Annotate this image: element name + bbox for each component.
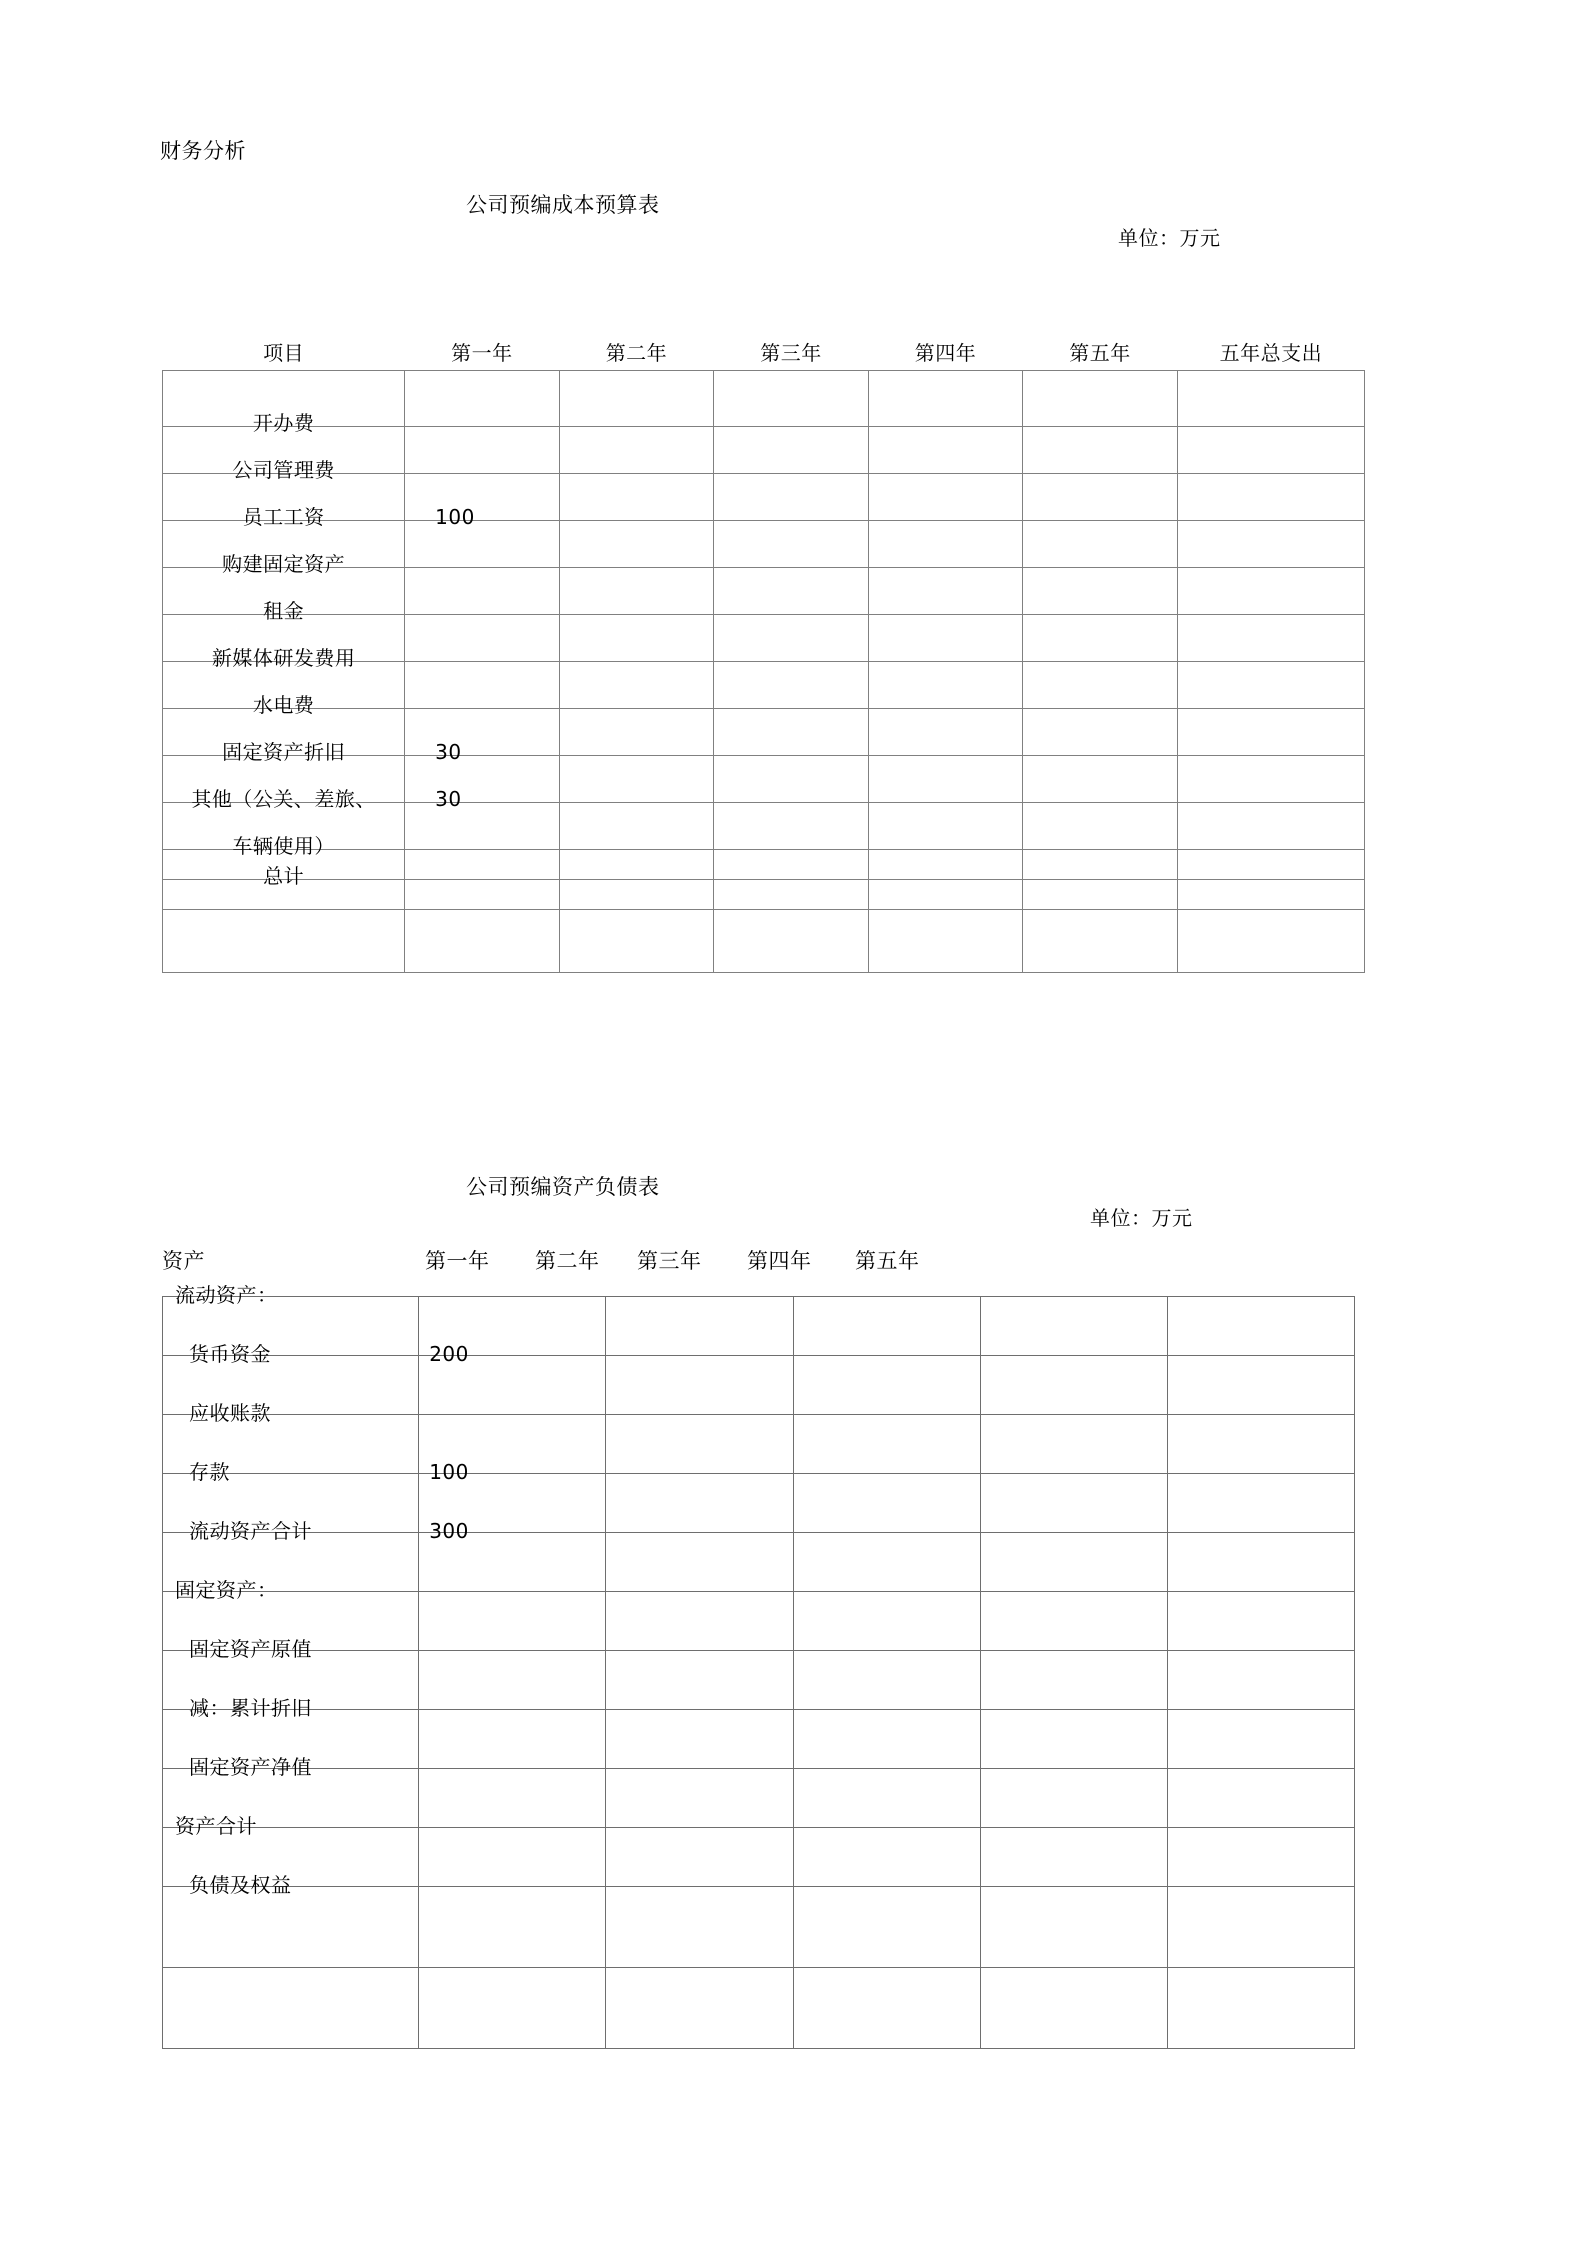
data-cell[interactable] [980,1474,1167,1533]
data-cell[interactable] [980,1415,1167,1474]
data-cell[interactable] [1177,803,1364,850]
data-cell[interactable] [405,910,560,973]
data-cell[interactable] [1023,756,1178,803]
data-cell[interactable] [559,474,714,521]
data-cell[interactable] [793,1710,980,1769]
data-cell[interactable] [1023,615,1178,662]
row-label: 水电费 [252,693,315,717]
row-label: 其他（公关、差旅、 [191,787,376,811]
data-cell[interactable] [606,1887,793,1968]
table-row [163,880,1365,910]
column-header-label: 第五年 [855,1249,920,1273]
data-cell[interactable] [980,1769,1167,1828]
data-cell[interactable] [793,1356,980,1415]
data-cell[interactable] [714,756,869,803]
column-header-label: 第三年 [637,1249,702,1273]
row-label: 租金 [263,599,305,623]
data-cell[interactable] [714,662,869,709]
data-cell[interactable] [1023,910,1178,973]
data-cell[interactable] [714,803,869,850]
data-cell[interactable] [868,850,1023,880]
data-cell[interactable] [405,615,560,662]
data-cell[interactable] [559,521,714,568]
row-label: 车辆使用） [232,834,335,858]
column-header-cell [1023,341,1178,427]
data-cell[interactable] [1177,615,1364,662]
data-cell[interactable] [1023,568,1178,615]
row-label: 新媒体研发费用 [211,646,356,670]
data-cell[interactable] [405,427,560,474]
data-cell[interactable] [793,1415,980,1474]
data-cell[interactable] [606,1297,793,1356]
data-cell[interactable] [714,910,869,973]
data-cell[interactable] [793,1828,980,1887]
column-header-label: 项目 [263,341,305,365]
column-header-cell [714,341,869,427]
balance-table-unit-label: 单位：万元 [1090,1206,1193,1230]
data-cell[interactable] [1167,1533,1354,1592]
data-cell[interactable] [1023,427,1178,474]
data-cell[interactable] [1177,880,1364,910]
data-cell[interactable] [1177,427,1364,474]
data-cell[interactable] [405,505,560,568]
table-row [163,1968,1355,2049]
data-cell[interactable] [1177,521,1364,568]
data-cell[interactable] [714,474,869,521]
row-label: 应收账款 [189,1401,271,1425]
data-cell[interactable] [793,1592,980,1651]
column-header-label: 第一年 [425,1249,490,1273]
data-cell[interactable] [1023,662,1178,709]
data-cell[interactable] [1177,709,1364,756]
data-cell[interactable] [793,1533,980,1592]
data-cell[interactable] [559,803,714,850]
data-cell[interactable] [606,1710,793,1769]
data-cell[interactable] [559,427,714,474]
row-label: 固定资产折旧 [222,740,346,764]
data-cell[interactable] [1167,1887,1354,1968]
data-cell[interactable] [606,1356,793,1415]
row-label: 总计 [263,864,305,888]
data-cell[interactable] [419,1828,606,1887]
column-header-label: 资产 [162,1249,205,1273]
data-cell[interactable] [1023,474,1178,521]
cost-table-unit-label: 单位：万元 [1118,226,1221,250]
data-cell[interactable] [793,1651,980,1710]
data-cell[interactable] [419,1769,606,1828]
column-header-label: 五年总支出 [1219,341,1323,365]
data-cell[interactable] [868,756,1023,803]
data-cell[interactable] [559,568,714,615]
data-cell[interactable] [559,910,714,973]
data-cell[interactable] [1177,756,1364,803]
page-title: 财务分析 [160,139,246,163]
data-cell[interactable] [419,1968,606,2049]
data-cell[interactable] [1167,1474,1354,1533]
data-cell[interactable] [868,615,1023,662]
data-cell[interactable] [606,1533,793,1592]
row-label: 固定资产净值 [189,1755,312,1779]
data-cell[interactable] [606,1651,793,1710]
data-cell[interactable] [714,427,869,474]
data-cell[interactable] [868,803,1023,850]
data-cell[interactable] [559,880,714,910]
table-row [163,1887,1355,1968]
data-cell[interactable] [1023,880,1178,910]
data-cell[interactable] [559,615,714,662]
data-cell[interactable] [1167,1828,1354,1887]
data-cell[interactable] [1167,1592,1354,1651]
data-cell[interactable] [714,709,869,756]
data-cell[interactable] [559,709,714,756]
row-label: 员工工资 [242,505,325,529]
data-cell[interactable] [868,474,1023,521]
data-cell[interactable] [980,1651,1167,1710]
data-cell[interactable] [1167,1297,1354,1356]
data-cell[interactable] [419,1342,606,1415]
balance-table-title: 公司预编资产负债表 [466,1175,660,1199]
row-label-cell [163,1968,419,2049]
data-cell[interactable] [714,850,869,880]
data-cell[interactable] [1177,568,1364,615]
data-cell[interactable] [793,1474,980,1533]
balance-sheet-table [162,1283,1355,2049]
row-label: 固定资产： [175,1578,278,1602]
data-cell[interactable] [606,1968,793,2049]
data-cell[interactable] [868,709,1023,756]
data-cell[interactable] [714,521,869,568]
data-cell[interactable] [1023,709,1178,756]
data-cell[interactable] [419,1651,606,1710]
data-cell[interactable] [714,568,869,615]
data-cell[interactable] [1023,850,1178,880]
data-cell[interactable] [405,568,560,615]
row-label: 负债及权益 [189,1873,292,1897]
data-cell[interactable] [606,1828,793,1887]
data-cell[interactable] [980,1297,1167,1356]
column-header-label: 第四年 [914,341,977,365]
cell-value: 100 [435,505,475,529]
column-header-cell [559,341,714,427]
data-cell[interactable] [1177,474,1364,521]
row-label-cell [163,864,405,910]
data-cell[interactable] [868,521,1023,568]
data-cell[interactable] [606,1592,793,1651]
data-cell[interactable] [980,1828,1167,1887]
data-cell[interactable] [419,1592,606,1651]
data-cell[interactable] [1167,1710,1354,1769]
column-header-label: 第三年 [760,341,822,365]
data-cell[interactable] [980,1968,1167,2049]
data-cell[interactable] [559,850,714,880]
cell-value: 30 [435,740,462,764]
data-cell[interactable] [868,910,1023,973]
row-label: 流动资产： [175,1283,278,1307]
data-cell[interactable] [868,568,1023,615]
data-cell[interactable] [868,662,1023,709]
row-label: 货币资金 [189,1342,271,1366]
data-cell[interactable] [606,1415,793,1474]
data-cell[interactable] [1167,1968,1354,2049]
column-header-cell [1177,341,1364,427]
data-cell[interactable] [793,1297,980,1356]
row-label-cell [163,910,405,973]
data-cell[interactable] [405,787,560,850]
data-cell[interactable] [405,662,560,709]
row-label: 开办费 [252,411,315,435]
data-cell[interactable] [606,1769,793,1828]
row-label: 公司管理费 [232,458,335,482]
data-cell[interactable] [1177,662,1364,709]
data-cell[interactable] [405,850,560,880]
data-cell[interactable] [419,1887,606,1968]
data-cell[interactable] [1167,1651,1354,1710]
row-label: 固定资产原值 [189,1637,312,1661]
data-cell[interactable] [1177,850,1364,880]
data-cell[interactable] [559,662,714,709]
row-label: 存款 [189,1460,230,1484]
column-header-label: 第一年 [451,341,513,365]
data-cell[interactable] [980,1356,1167,1415]
data-cell[interactable] [868,427,1023,474]
data-cell[interactable] [1167,1769,1354,1828]
column-header-label: 第四年 [747,1249,812,1273]
data-cell[interactable] [793,1968,980,2049]
data-cell[interactable] [1023,521,1178,568]
data-cell[interactable] [1023,803,1178,850]
data-cell[interactable] [1167,1356,1354,1415]
cell-value: 200 [429,1342,469,1366]
data-cell[interactable] [606,1474,793,1533]
row-label-cell [163,1873,419,1968]
data-cell[interactable] [405,880,560,910]
data-cell[interactable] [980,1887,1167,1968]
cost-budget-table [162,341,1365,973]
data-cell[interactable] [1167,1415,1354,1474]
row-label: 减：累计折旧 [189,1696,312,1720]
row-label: 购建固定资产 [222,552,346,576]
data-cell[interactable] [980,1592,1167,1651]
column-header-label: 第五年 [1069,341,1131,365]
data-cell[interactable] [559,756,714,803]
data-cell[interactable] [980,1710,1167,1769]
data-cell[interactable] [419,1710,606,1769]
data-cell[interactable] [419,1519,606,1592]
column-header-cell [405,341,560,427]
cost-table-title: 公司预编成本预算表 [466,193,660,217]
table-row [163,910,1365,973]
column-header-label: 第二年 [535,1249,600,1273]
data-cell[interactable] [714,880,869,910]
cell-value: 30 [435,787,462,811]
data-cell[interactable] [1177,910,1364,973]
data-cell[interactable] [793,1887,980,1968]
data-cell[interactable] [980,1533,1167,1592]
data-cell[interactable] [793,1769,980,1828]
cell-value: 300 [429,1519,469,1543]
row-label: 资产合计 [175,1814,257,1838]
column-header-cell [868,341,1023,427]
column-header-label: 第二年 [605,341,668,365]
row-label: 流动资产合计 [189,1519,312,1543]
data-cell[interactable] [714,615,869,662]
cell-value: 100 [429,1460,469,1484]
data-cell[interactable] [868,880,1023,910]
